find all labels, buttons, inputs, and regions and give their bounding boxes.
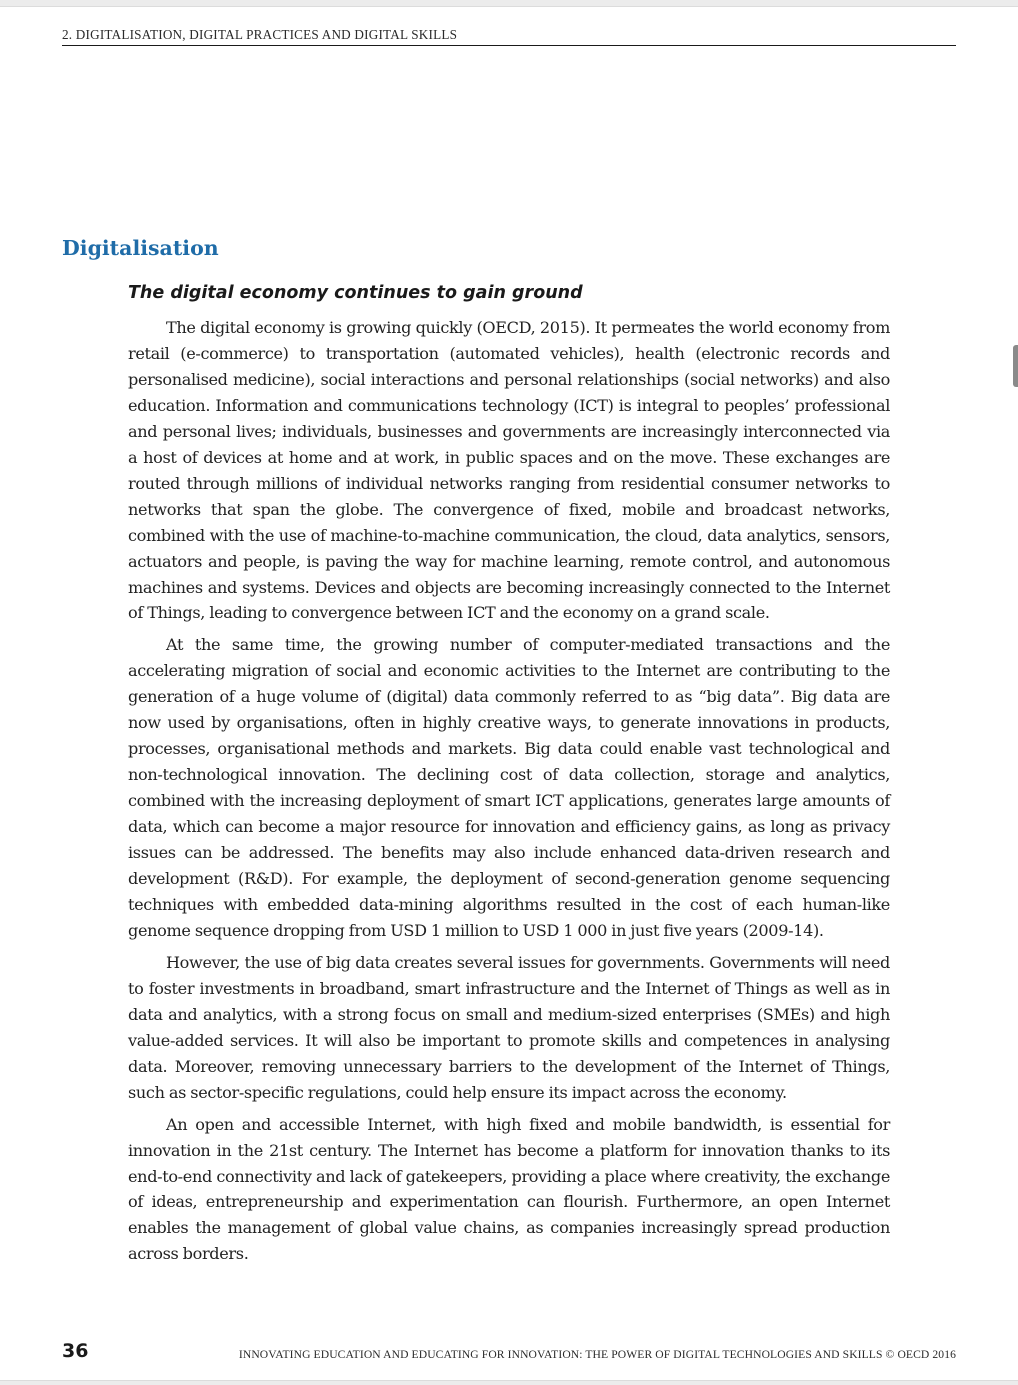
footer-publication: INNOVATING EDUCATION AND EDUCATING FOR INNOVATION: THE POWER OF DIGITAL TECHNOLOGIES AND SKILLS © OECD 2016 xyxy=(238,1348,956,1361)
section-title: Digitalisation xyxy=(62,236,219,260)
paragraph: At the same time, the growing number of computer-mediated transactions and the accelerating migration of social and economic activities to the Internet are contributing to the generation of a huge volume of (digital) data commonly referred to as “big data”. Big data are now used by organisations, often in highly creative ways, to generate innovations in products, processes, organisational methods and markets. Big data could enable vast technological and non-technological innovation. The declining cost of data collection, storage and analytics, combined with the increasing deployment of smart ICT applications, generates large amounts of data, which can become a major resource for innovation and efficiency gains, as long as privacy issues can be addressed. The benefits may also include enhanced data-driven research and development (R&D). For example, the deployment of second-generation genome sequencing techniques with embedded data-mining algorithms resulted in the cost of each human-like genome sequence dropping from USD 1 million to USD 1 000 in just five years (2009-14). xyxy=(128,635,890,940)
body-text xyxy=(128,315,890,1273)
subsection-title: The digital economy continues to gain ground xyxy=(128,283,583,303)
page-number: 36 xyxy=(62,1340,89,1362)
running-header: 2. DIGITALISATION, DIGITAL PRACTICES AND DIGITAL SKILLS xyxy=(62,27,956,46)
scrollbar-handle[interactable] xyxy=(1013,345,1018,387)
viewer-top-edge xyxy=(0,0,1018,7)
paragraph: The digital economy is growing quickly (OECD, 2015). It permeates the world economy from retail (e-commerce) to transportation (automated vehicles), health (electronic records and personalised medicine), social interactions and personal relationships (social networks) and also education. Information and communications technology (ICT) is integral to peoples’ professional and personal lives; individuals, businesses and governments are increasingly interconnected via a host of devices at home and at work, in public spaces and on the move. These exchanges are routed through millions of individual networks ranging from residential consumer networks to networks that span the globe. The convergence of fixed, mobile and broadcast networks, combined with the use of machine-to-machine communication, the cloud, data analytics, sensors, actuators and people, is paving the way for machine learning, remote control, and autonomous machines and systems. Devices and objects are becoming increasingly connected to the Internet of Things, leading to convergence between ICT and the economy on a grand scale. xyxy=(128,318,890,623)
paragraph: An open and accessible Internet, with high fixed and mobile bandwidth, is essential for innovation in the 21st century. The Internet has become a platform for innovation thanks to its end-to-end connectivity and lack of gatekeepers, providing a place where creativity, the exchange of ideas, entrepreneurship and experimentation can flourish. Furthermore, an open Internet enables the management of global value chains, as companies increasingly spread production across borders. xyxy=(128,1114,890,1264)
paragraph: However, the use of big data creates several issues for governments. Governments will need to foster investments in broadband, smart infrastructure and the Internet of Things as well as in data and analytics, with a strong focus on small and medium-sized enterprises (SMEs) and high value-added services. It will also be important to promote skills and competences in analysing data. Moreover, removing unnecessary barriers to the development of the Internet of Things, such as sector-specific regulations, could help ensure its impact across the economy. xyxy=(128,952,890,1102)
viewer-bottom-edge xyxy=(0,1380,1018,1385)
